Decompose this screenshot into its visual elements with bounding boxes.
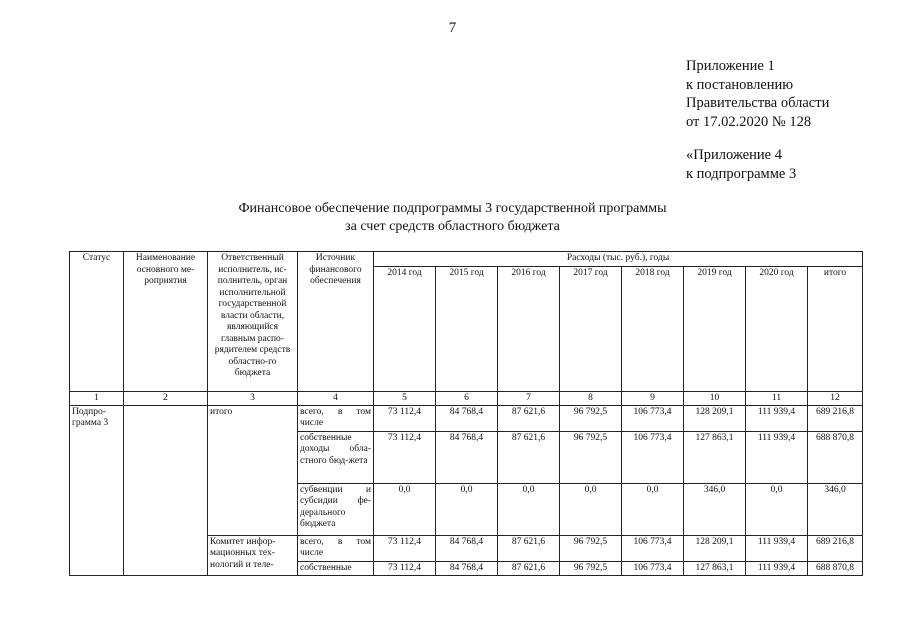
appendix-line: Правительства области	[686, 95, 830, 111]
header-name: Наименование основного ме-роприятия	[124, 252, 208, 392]
value-cell: 84 768,4	[436, 561, 498, 576]
header-responsible: Ответственный исполнитель, ис-полнитель, орган исполнительной государственной власти области, являющийся главным распо-рядителем средств областно-го бюджета	[208, 252, 298, 392]
value-cell: 128 209,1	[684, 535, 746, 561]
value-cell: 84 768,4	[436, 535, 498, 561]
status-cell: Подпро-грамма 3	[70, 405, 124, 576]
column-number: 2	[124, 391, 208, 405]
column-number: 7	[498, 391, 560, 405]
source-cell: всего, в том числе	[298, 535, 374, 561]
column-number: 1	[70, 391, 124, 405]
value-cell: 106 773,4	[622, 535, 684, 561]
page-number: 7	[448, 20, 457, 36]
appendix-line: Приложение 1	[686, 58, 775, 74]
value-cell: 688 870,8	[808, 561, 863, 576]
appendix-line: от 17.02.2020 № 128	[686, 113, 812, 130]
title-line-2: за счет средств областного бюджета	[345, 219, 560, 234]
value-cell: 73 112,4	[374, 535, 436, 561]
header-year: 2018 год	[622, 266, 684, 391]
executor-cell: итого	[208, 405, 298, 535]
name-cell	[124, 405, 208, 576]
value-cell: 84 768,4	[436, 431, 498, 483]
column-number: 4	[298, 391, 374, 405]
source-cell: собственные	[298, 561, 374, 576]
column-number: 5	[374, 391, 436, 405]
value-cell: 111 939,4	[746, 431, 808, 483]
column-number: 12	[808, 391, 863, 405]
header-status: Статус	[70, 252, 124, 392]
header-year: 2016 год	[498, 266, 560, 391]
value-cell: 689 216,8	[808, 535, 863, 561]
header-source: Источник финансового обеспечения	[298, 252, 374, 392]
value-cell: 87 621,6	[498, 535, 560, 561]
value-cell: 0,0	[746, 483, 808, 535]
value-cell: 87 621,6	[498, 405, 560, 431]
header-total: итого	[808, 266, 863, 391]
value-cell: 96 792,5	[560, 535, 622, 561]
value-cell: 87 621,6	[498, 431, 560, 483]
table-row	[70, 405, 863, 431]
appendix-line: к постановлению	[686, 76, 794, 93]
header-expenses: Расходы (тыс. руб.), годы	[374, 252, 863, 267]
title-line-1: Финансовое обеспечение подпрограммы 3 государственной программы	[238, 201, 667, 216]
header-year: 2014 год	[374, 266, 436, 391]
value-cell: 0,0	[436, 483, 498, 535]
value-cell: 106 773,4	[622, 561, 684, 576]
source-cell: собственные доходы обла-стного бюд-жета	[298, 431, 374, 483]
appendix2-block	[686, 146, 796, 183]
header-year: 2019 год	[684, 266, 746, 391]
value-cell: 96 792,5	[560, 405, 622, 431]
value-cell: 346,0	[808, 483, 863, 535]
value-cell: 96 792,5	[560, 431, 622, 483]
value-cell: 128 209,1	[684, 405, 746, 431]
column-number: 11	[746, 391, 808, 405]
value-cell: 0,0	[374, 483, 436, 535]
value-cell: 0,0	[622, 483, 684, 535]
header-year: 2017 год	[560, 266, 622, 391]
header-year: 2015 год	[436, 266, 498, 391]
value-cell: 106 773,4	[622, 405, 684, 431]
document-title	[0, 200, 905, 236]
value-cell: 111 939,4	[746, 535, 808, 561]
value-cell: 111 939,4	[746, 405, 808, 431]
value-cell: 689 216,8	[808, 405, 863, 431]
column-number: 10	[684, 391, 746, 405]
financing-table	[69, 251, 863, 576]
header-year: 2020 год	[746, 266, 808, 391]
value-cell: 111 939,4	[746, 561, 808, 576]
value-cell: 127 863,1	[684, 431, 746, 483]
column-number: 3	[208, 391, 298, 405]
value-cell: 84 768,4	[436, 405, 498, 431]
value-cell: 346,0	[684, 483, 746, 535]
value-cell: 0,0	[560, 483, 622, 535]
value-cell: 73 112,4	[374, 405, 436, 431]
executor-cell: Комитет инфор-мационных тех-нологий и теле-	[208, 535, 298, 576]
value-cell: 87 621,6	[498, 561, 560, 576]
value-cell: 0,0	[498, 483, 560, 535]
value-cell: 106 773,4	[622, 431, 684, 483]
appendix2-line: к подпрограмме 3	[686, 165, 797, 182]
appendix2-line: «Приложение 4	[686, 147, 782, 163]
value-cell: 73 112,4	[374, 431, 436, 483]
column-number: 8	[560, 391, 622, 405]
value-cell: 96 792,5	[560, 561, 622, 576]
appendix-block	[686, 57, 829, 131]
column-number: 6	[436, 391, 498, 405]
value-cell: 688 870,8	[808, 431, 863, 483]
column-number: 9	[622, 391, 684, 405]
value-cell: 73 112,4	[374, 561, 436, 576]
source-cell: субвенции и субсидии фе-дерального бюджета	[298, 483, 374, 535]
value-cell: 127 863,1	[684, 561, 746, 576]
source-cell: всего, в том числе	[298, 405, 374, 431]
